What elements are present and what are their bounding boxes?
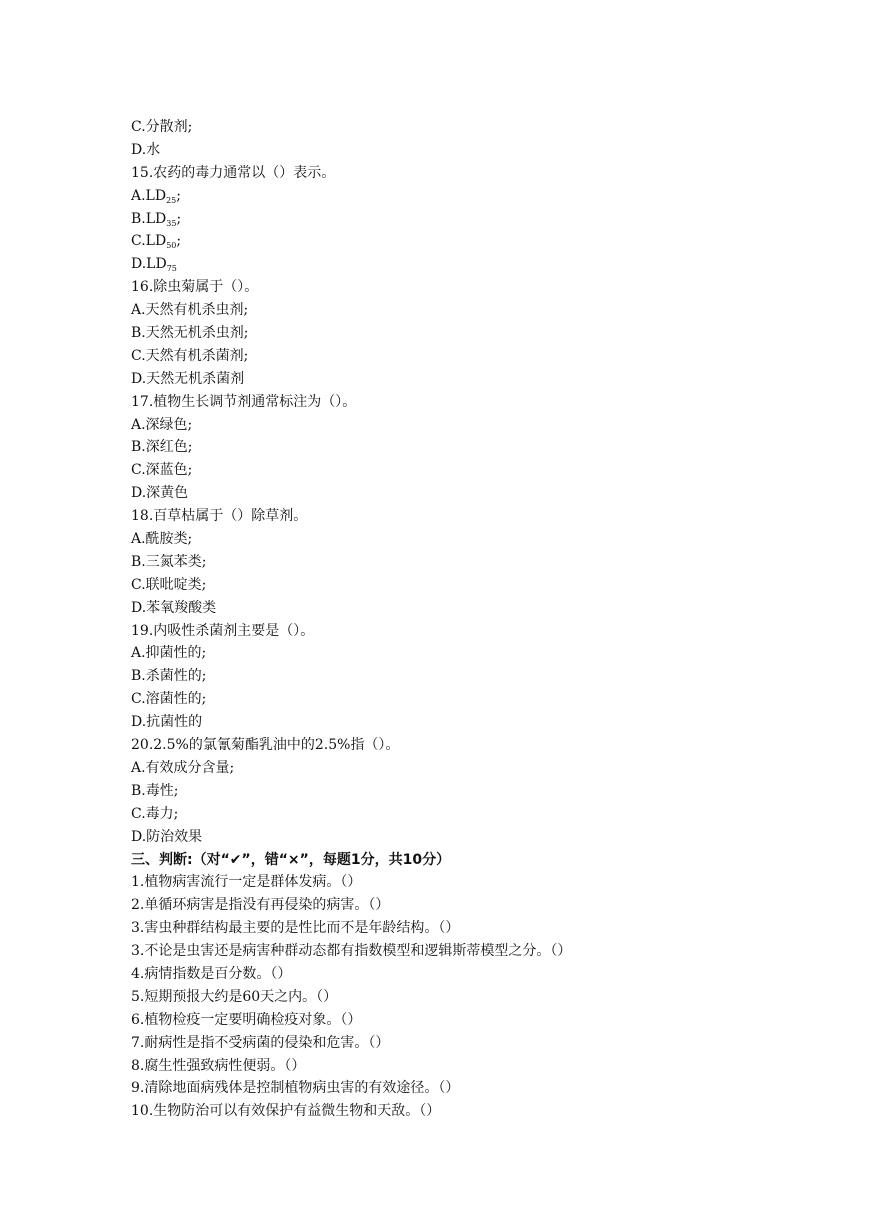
- option-line: C.天然有机杀菌剂;: [131, 347, 249, 364]
- judgment-item: 4.病情指数是百分数。（）: [131, 965, 292, 982]
- judgment-item: 2.单循环病害是指没有再侵染的病害。（）: [131, 897, 390, 914]
- option-line: B.杀菌性的;: [131, 668, 207, 685]
- option-line: B.毒性;: [131, 782, 179, 799]
- option-line: C.联吡啶类;: [131, 576, 207, 593]
- option-line: $C.LD_{50}$;: [131, 233, 182, 251]
- judgment-item: 8.腐生性强致病性便弱。（）: [131, 1057, 306, 1074]
- option-line: $D.LD_{75}$: [131, 256, 177, 274]
- option-line: $B.LD_{35}$;: [131, 210, 182, 228]
- question-line: 18.百草枯属于（）除草剂。: [131, 508, 308, 525]
- option-line: C.深蓝色;: [131, 462, 193, 479]
- option-line: A.酰胺类;: [131, 531, 193, 548]
- judgment-item: 7.耐病性是指不受病菌的侵染和危害。（）: [131, 1034, 390, 1051]
- judgment-item: 9.清除地面病残体是控制植物病虫害的有效途径。（）: [131, 1080, 460, 1097]
- option-line: C.溶菌性的;: [131, 691, 207, 708]
- judgment-item: 10.生物防治可以有效保护有益微生物和天敌。（）: [131, 1103, 441, 1120]
- option-line: C.分散剂;: [131, 119, 193, 135]
- option-line: A.天然有机杀虫剂;: [131, 302, 249, 319]
- option-line: D.深黄色: [131, 485, 189, 502]
- option-line: D.防治效果: [131, 828, 203, 845]
- question-line: 20.2.5%的氯氰菊酯乳油中的2.5%指（）。: [131, 737, 400, 754]
- judgment-item: 6.植物检疫一定要明确检疫对象。（）: [131, 1011, 362, 1028]
- option-line: B.三氮苯类;: [131, 553, 207, 570]
- judgment-item: 5.短期预报大约是60天之内。（）: [131, 988, 338, 1005]
- option-line: D.苯氧羧酸类: [131, 599, 217, 616]
- option-line: $A.LD_{25}$;: [131, 187, 181, 205]
- option-line: D.天然无机杀菌剂: [131, 370, 245, 387]
- option-line: A.有效成分含量;: [131, 759, 235, 776]
- option-line: A.抑菌性的;: [131, 645, 207, 662]
- question-line: 19.内吸性杀菌剂主要是（）。: [131, 622, 315, 639]
- judgment-item: 3.不论是虫害还是病害种群动态都有指数模型和逻辑斯蒂模型之分。（）: [131, 943, 572, 960]
- option-line: A.深绿色;: [131, 416, 193, 433]
- option-line: D.水: [131, 141, 161, 158]
- question-line: 16.除虫菊属于（）。: [131, 279, 259, 296]
- document-page: [131, 116, 831, 1123]
- judgment-item: 1.植物病害流行一定是群体发病。（）: [131, 874, 362, 891]
- section-heading: 三、判断:（对“✔”，错“×”，每题1分，共10分）: [131, 851, 451, 868]
- question-line: 15.农药的毒力通常以（）表示。: [131, 164, 336, 181]
- judgment-item: 3.害虫种群结构最主要的是性比而不是年龄结构。（）: [131, 920, 460, 937]
- option-line: D.抗菌性的: [131, 714, 203, 731]
- option-line: B.天然无机杀虫剂;: [131, 325, 249, 342]
- option-line: C.毒力;: [131, 805, 179, 822]
- question-line: 17.植物生长调节剂通常标注为（）。: [131, 393, 357, 410]
- option-line: B.深红色;: [131, 439, 193, 456]
